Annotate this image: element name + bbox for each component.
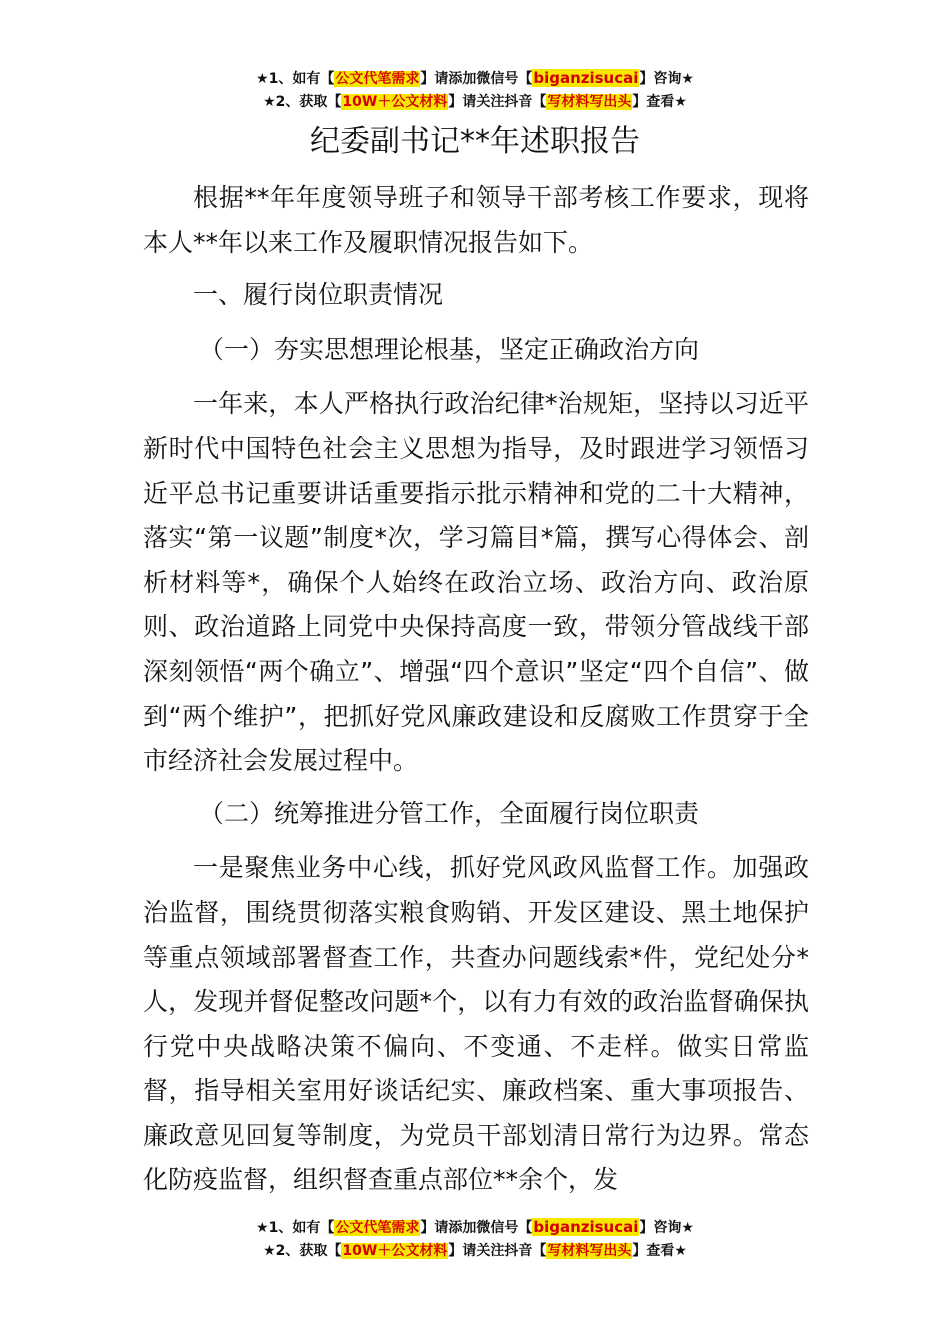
banner-highlight: 写材料写出头 xyxy=(547,1243,632,1259)
banner-text: ★2、获取【 xyxy=(263,1243,342,1259)
banner-highlight: 公文代笔需求 xyxy=(335,1220,420,1236)
banner-text: ★2、获取【 xyxy=(263,94,342,110)
banner-text: ★1、如有【 xyxy=(256,1220,335,1236)
footer-banner xyxy=(0,1215,950,1263)
banner-text: 】查看★ xyxy=(632,1243,687,1259)
banner-text: 】咨询★ xyxy=(639,1220,694,1236)
banner-highlight: biganzisucai xyxy=(533,1218,639,1236)
intro-paragraph: 根据**年年度领导班子和领导干部考核工作要求，现将本人**年以来工作及履职情况报告如下。 xyxy=(143,183,809,257)
banner-text: 】查看★ xyxy=(632,94,687,110)
banner-text: 】请关注抖音【 xyxy=(448,1243,547,1259)
document-body xyxy=(143,176,809,1211)
banner-text: 】请关注抖音【 xyxy=(448,94,547,110)
section-heading: 一、履行岗位职责情况 xyxy=(193,280,444,310)
banner-highlight: 10W＋公文材料 xyxy=(342,94,448,110)
banner-highlight: 写材料写出头 xyxy=(547,94,632,110)
banner-text: 】请添加微信号【 xyxy=(420,71,533,87)
banner-text: 】请添加微信号【 xyxy=(420,1220,533,1236)
banner-highlight: 公文代笔需求 xyxy=(335,71,420,87)
subsection-heading: （二）统筹推进分管工作，全面履行岗位职责 xyxy=(199,798,700,828)
banner-line-1 xyxy=(0,1215,950,1239)
subsection-heading: （一）夯实思想理论根基，坚定正确政治方向 xyxy=(199,334,700,364)
banner-line-2 xyxy=(0,90,950,114)
banner-highlight: 10W＋公文材料 xyxy=(342,1243,448,1259)
banner-text: 】咨询★ xyxy=(639,71,694,87)
banner-highlight: biganzisucai xyxy=(533,69,639,87)
banner-line-2 xyxy=(0,1239,950,1263)
header-banner xyxy=(0,66,950,114)
banner-line-1 xyxy=(0,66,950,90)
body-paragraph: 一是聚焦业务中心线，抓好党风政风监督工作。加强政治监督，围绕贯彻落实粮食购销、开发区建设、黑土地保护等重点领域部署督查工作，共查办问题线索*件，党纪处分*人，发现并督促整改问题*个，以有力有效的政治监督确保执行党中央战略决策不偏向、不变通、不走样。做实日常监督，指导相关室用好谈话纪实、廉政档案、重大事项报告、廉政意见回复等制度，为党员干部划清日常行为边界。常态化防疫监督，组织督查重点部位**余个，发 xyxy=(143,853,809,1195)
banner-text: ★1、如有【 xyxy=(256,71,335,87)
document-title: 纪委副书记**年述职报告 xyxy=(310,124,640,159)
body-paragraph: 一年来，本人严格执行政治纪律*治规矩，坚持以习近平新时代中国特色社会主义思想为指导，及时跟进学习领悟习近平总书记重要讲话重要指示批示精神和党的二十大精神，落实“第一议题”制度*次，学习篇目*篇，撰写心得体会、剖析材料等*，确保个人始终在政治立场、政治方向、政治原则、政治道路上同党中央保持高度一致，带领分管战线干部深刻领悟“两个确立”、增强“四个意识”坚定“四个自信”、做到“两个维护”，把抓好党风廉政建设和反腐败工作贯穿于全市经济社会发展过程中。 xyxy=(143,389,809,776)
